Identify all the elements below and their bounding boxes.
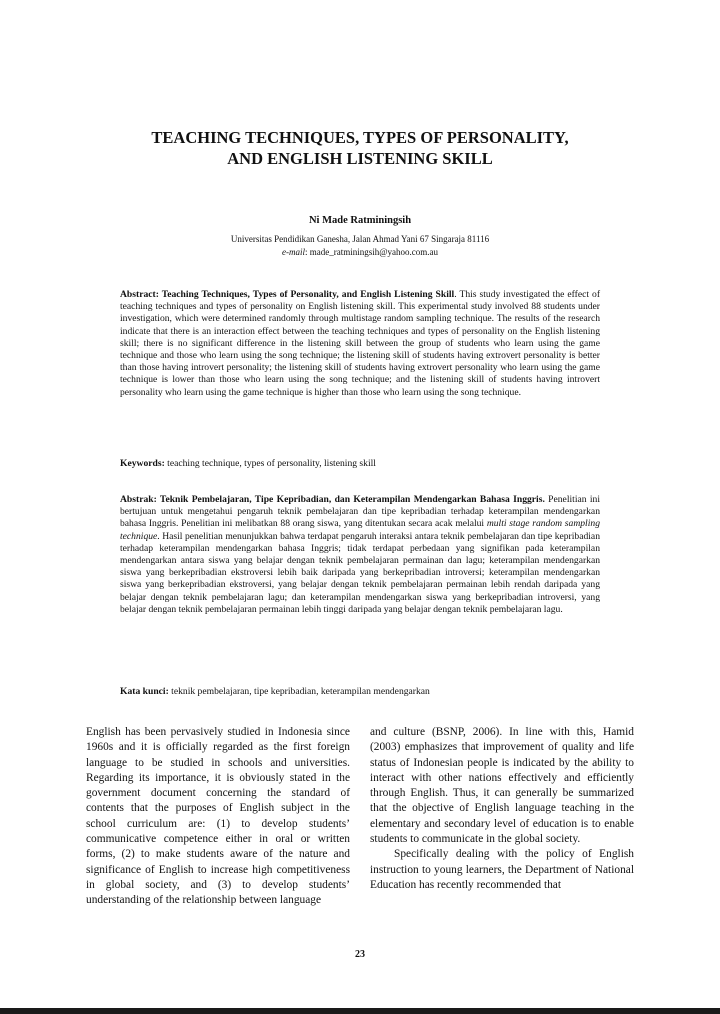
author-name: Ni Made Ratminingsih xyxy=(308,215,412,226)
abstract-indonesian xyxy=(120,494,600,616)
body-paragraph-right-2: Specifically dealing with the policy of English instruction to young learners, the Department of National Education has recently recommended that xyxy=(370,848,634,891)
email-address: : made_ratminingsih@yahoo.com.au xyxy=(304,247,438,257)
scan-bottom-edge xyxy=(0,1008,720,1014)
title-line-2: AND ENGLISH LISTENING SKILL xyxy=(227,149,493,168)
abstract-indonesian-body-1: Penelitian ini bertujuan untuk mengetahui pengaruh teknik pembelajaran dan tipe kepribadian terhadap keterampilan mendengarkan bahasa Inggris. Penelitian ini melibatkan 88 orang siswa, yang ditentukan secara acak melalui xyxy=(120,494,600,530)
keywords-indonesian xyxy=(120,686,600,698)
affiliation: Universitas Pendidikan Ganesha, Jalan Ahmad Yani 67 Singaraja 81116 xyxy=(230,234,490,244)
abstract-indonesian-italic: multi stage random sampling technique xyxy=(120,518,600,542)
page-number: 23 xyxy=(355,949,365,960)
abstract-english-body: . This study investigated the effect of teaching techniques and types of personality on English listening skill. This experimental study involved 88 students under investigation, which were determined randomly through multistage random sampling technique. The results of the research indicate that there is an interaction effect between the teaching techniques and types of personality on the English listening skill; there is no significant difference in the listening skill between the group of students who learn using the game technique and those who learn using the song technique; the listening skill of students having extrovert personality is better than those having introvert personality; the listening skill of students having extrovert personality who learn using the game technique is lower than those who learn using the song technique; and the listening skill of students having introvert personality who learn using the game technique is higher than those who learn using the song technique. xyxy=(120,289,601,398)
email-label: e-mail xyxy=(281,247,305,257)
keywords-indonesian-label: Kata kunci: xyxy=(120,686,169,697)
abstract-english-heading: Abstract: Teaching Techniques, Types of Personality, and English Listening Skill xyxy=(120,289,455,300)
abstract-indonesian-body-2: . Hasil penelitian menunjukkan bahwa terdapat pengaruh interaksi antara teknik pembelajaran dan tipe kepribadian terhadap keterampilan mendengarkan bahasa Inggris; tidak terdapat perbedaan yang signifikan pada keterampilan mendengarkan antara siswa yang belajar dengan teknik pembelajaran permainan dan lagu; keterampilan mendengarkan siswa yang berkepribadian ekstroversi lebih baik daripada yang berkepribadian introversi; keterampilan mendengarkan siswa yang berkepribadian ekstroversi, yang belajar dengan teknik pembelajaran permainan lebih rendah daripada yang belajar dengan teknik pembelajaran lagu; dan keterampilan mendengarkan siswa yang berkepribadian introversi, yang belajar dengan teknik pembelajaran permainan lebih tinggi daripada yang belajar dengan teknik pembelajaran lagu. xyxy=(120,530,600,615)
keywords-english xyxy=(120,458,600,470)
body-paragraph-left: English has been pervasively studied in Indonesia since 1960s and it is officially regarded as the first foreign language to be studied in schools and universities. Regarding its importance, it is obviously stated in the government document concerning the standard of contents that the purposes of English subject in the school curriculum are: (1) to develop students’ communicative competence either in oral or written forms, (2) to make students aware of the nature and significance of English to increase high competitiveness in global society, and (3) to develop students’ understanding of the relationship between language xyxy=(86,726,350,907)
abstract-indonesian-heading: Abstrak: Teknik Pembelajaran, Tipe Kepribadian, dan Keterampilan Mendengarkan Bahasa Inggris. xyxy=(120,494,545,505)
author-affiliation-block xyxy=(0,233,720,259)
title-line-1: TEACHING TECHNIQUES, TYPES OF PERSONALITY, xyxy=(151,128,569,147)
keywords-english-label: Keywords: xyxy=(120,458,165,469)
body-paragraph-right-1: and culture (BSNP, 2006). In line with this, Hamid (2003) emphasizes that improvement of quality and life status of Indonesian people is indicated by the ability to interact with other nations effectively and efficiently through English. Thus, it can generally be summarized that the objective of English language teaching in the elementary and secondary level of education is to enable students to communicate in the global society. xyxy=(370,726,634,846)
abstract-english xyxy=(120,289,600,399)
body-column-right xyxy=(370,725,634,893)
keywords-indonesian-text: teknik pembelajaran, tipe kepribadian, keterampilan mendengarkan xyxy=(168,686,430,697)
paper-title xyxy=(100,127,620,169)
email-line xyxy=(0,246,720,259)
keywords-english-text: teaching technique, types of personality, listening skill xyxy=(164,458,376,469)
body-column-left xyxy=(86,725,350,909)
